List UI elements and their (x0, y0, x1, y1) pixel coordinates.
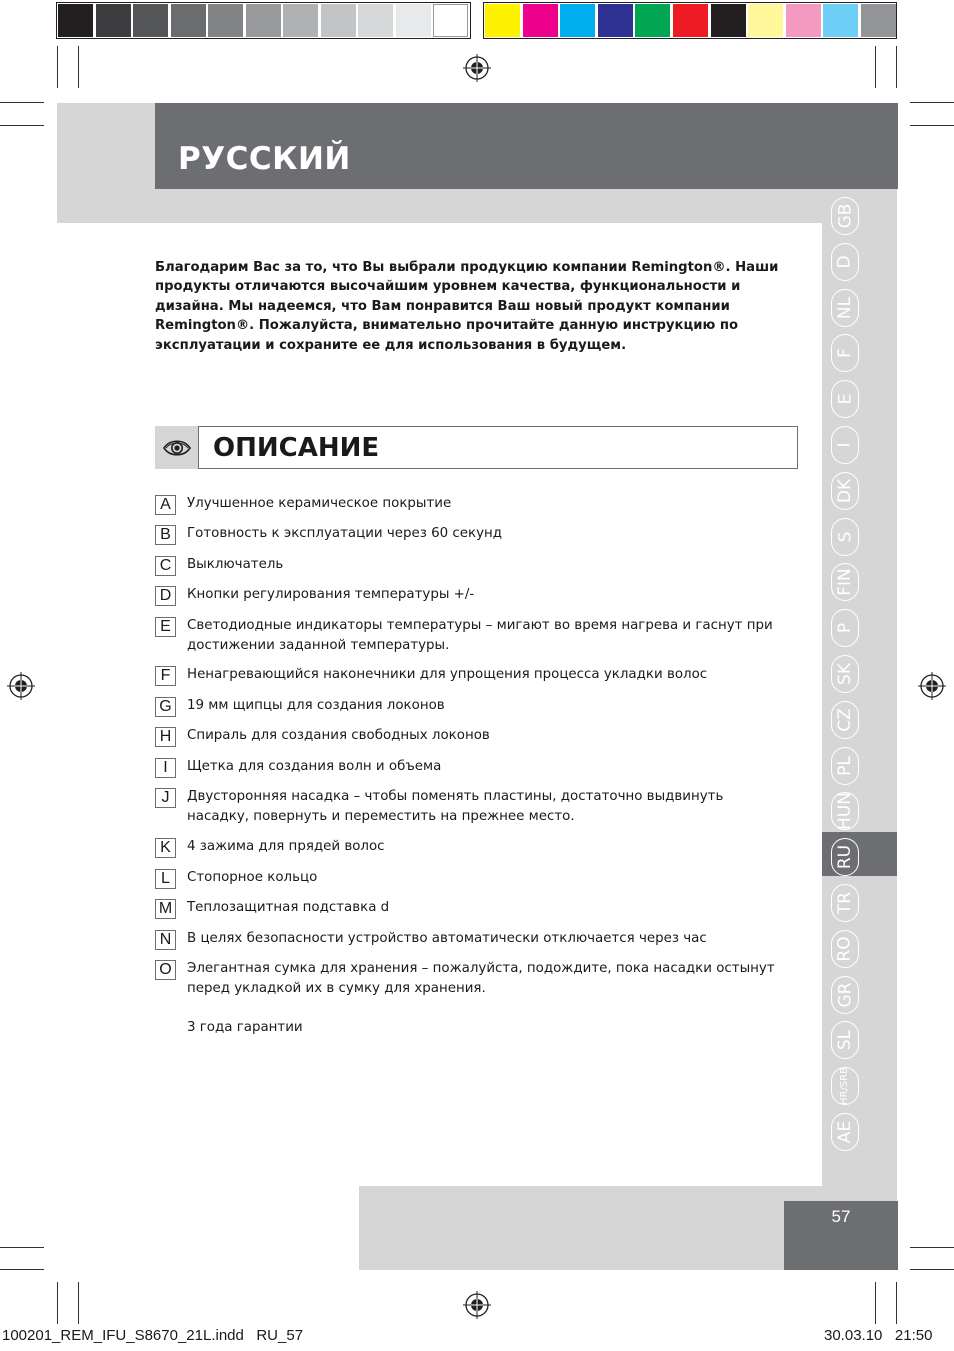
page-title: РУССКИЙ (178, 141, 351, 177)
item-letter-badge: I (155, 758, 176, 778)
item-letter-badge: B (155, 525, 176, 545)
item-description: Щетка для создания волн и объема (187, 759, 442, 774)
language-tab-label: F (835, 348, 855, 359)
language-tab-label: RO (834, 936, 855, 962)
language-tab-tr[interactable] (831, 884, 859, 922)
crop-mark (910, 102, 954, 103)
item-letter-badge: F (155, 666, 176, 686)
language-tab-sk[interactable] (831, 655, 859, 693)
language-tab-hr-srb[interactable] (831, 1067, 859, 1105)
item-letter-badge: N (155, 930, 176, 950)
registration-mark-icon (7, 672, 35, 700)
language-tab-label: SL (834, 1030, 855, 1051)
item-letter-badge: K (155, 838, 176, 858)
item-letter-badge: L (155, 869, 176, 889)
language-tab-hun[interactable] (831, 792, 859, 830)
language-tab-label: TR (834, 891, 855, 915)
language-tab-ru[interactable] (831, 838, 859, 876)
crop-mark (0, 1247, 44, 1248)
item-letter-badge: O (155, 960, 176, 980)
item-description: В целях безопасности устройство автоматически отключается через час (187, 931, 707, 946)
language-tab-label: D (835, 255, 855, 269)
language-tab-ro[interactable] (831, 930, 859, 968)
language-tab-gb[interactable] (831, 197, 859, 235)
language-tab-label: HR/SRB (839, 1067, 850, 1106)
language-tab-label: FIN (835, 568, 856, 597)
language-tab-label: DK (835, 478, 855, 503)
language-tab-s[interactable] (831, 518, 859, 556)
item-description: 4 зажима для прядей волос (187, 839, 385, 854)
language-tab-label: E (835, 393, 855, 405)
crop-mark (0, 102, 44, 103)
eye-icon (155, 426, 199, 469)
item-description: Элегантная сумка для хранения – пожалуйста, подождите, пока насадки остынут перед укладкой их в сумку для хранения. (187, 961, 775, 996)
crop-mark (910, 1269, 954, 1270)
language-tab-label: PL (834, 755, 855, 776)
language-tab-label: CZ (835, 708, 855, 732)
item-letter-badge: M (155, 899, 176, 919)
crop-mark (875, 1282, 876, 1324)
item-description: Двусторонняя насадка – чтобы поменять пластины, достаточно выдвинуть насадку, повернуть и переместить на прежнее место. (187, 789, 724, 824)
language-tab-sl[interactable] (831, 1021, 859, 1059)
language-tab-label: S (834, 531, 855, 542)
language-tab-f[interactable] (831, 334, 859, 372)
language-tab-d[interactable] (831, 243, 859, 281)
item-description: Готовность к эксплуатации через 60 секунд (187, 526, 503, 541)
crop-mark (910, 1247, 954, 1248)
registration-mark-icon (463, 54, 491, 82)
language-tab-label: NL (834, 296, 855, 319)
language-tab-pl[interactable] (831, 747, 859, 785)
language-tab-p[interactable] (831, 609, 859, 647)
crop-mark (0, 125, 44, 126)
language-tab-cz[interactable] (831, 701, 859, 739)
language-tab-label: RU (834, 845, 855, 870)
crop-mark (910, 125, 954, 126)
language-tab-label: HUN (835, 792, 856, 831)
color-bar-frame (483, 2, 897, 39)
item-letter-badge: J (155, 788, 176, 808)
item-description: Улучшенное керамическое покрытие (187, 496, 452, 511)
item-description: 19 мм щипцы для создания локонов (187, 698, 445, 713)
crop-mark (78, 46, 79, 88)
item-description: Стопорное кольцо (187, 870, 318, 885)
intro-paragraph: Благодарим Вас за то, что Вы выбрали продукцию компании Remington®. Наши продукты отличаются высочайшим уровнем качества, функциональности и дизайна. Мы надеемся, что Вам понравится Ваш новый продукт компании Remington®. Пожалуйста, внимательно прочитайте данную инструкцию по эксплуатации и сохраните ее для использования в будущем. (155, 260, 779, 353)
footer-file-name: 100201_REM_IFU_S8670_21L.indd RU_57 (2, 1327, 304, 1344)
warranty-note: 3 года гарантии (187, 1020, 303, 1035)
item-letter-badge: H (155, 727, 176, 747)
language-tab-gr[interactable] (831, 976, 859, 1014)
crop-mark (57, 46, 58, 88)
item-letter-badge: C (155, 556, 176, 576)
language-tab-fin[interactable] (831, 563, 859, 601)
registration-mark-icon (463, 1291, 491, 1319)
language-tab-label: P (834, 623, 855, 634)
language-tab-e[interactable] (831, 380, 859, 418)
language-tab-label: I (834, 442, 855, 448)
section-title: ОПИСАНИЕ (213, 433, 380, 463)
language-tab-ae[interactable] (831, 1113, 859, 1151)
language-tab-label: AE (835, 1120, 855, 1144)
item-letter-badge: E (155, 617, 176, 637)
language-tab-i[interactable] (831, 426, 859, 464)
crop-mark (875, 46, 876, 88)
item-description: Выключатель (187, 557, 284, 572)
language-tab-label: GB (835, 203, 855, 229)
crop-mark (0, 1269, 44, 1270)
crop-mark (896, 46, 897, 88)
page-number: 57 (831, 1207, 851, 1226)
item-letter-badge: G (155, 697, 176, 717)
language-tab-label: GR (835, 982, 855, 1008)
item-description: Кнопки регулирования температуры +/- (187, 587, 475, 602)
item-letter-badge: D (155, 586, 176, 606)
crop-mark (78, 1282, 79, 1324)
crop-mark (57, 1282, 58, 1324)
item-description: Теплозащитная подставка d (187, 900, 390, 915)
item-description: Спираль для создания свободных локонов (187, 728, 490, 743)
language-tab-label: SK (834, 663, 855, 685)
item-description: Ненагревающийся наконечники для упрощения процесса укладки волос (187, 667, 708, 682)
footer-datetime: 30.03.10 21:50 (824, 1327, 933, 1344)
registration-mark-icon (918, 672, 946, 700)
item-description: Светодиодные индикаторы температуры – мигают во время нагрева и гаснут при достижении заданной температуры. (187, 618, 773, 653)
language-tab-dk[interactable] (831, 472, 859, 510)
language-tab-nl[interactable] (831, 289, 859, 327)
crop-mark (896, 1282, 897, 1324)
item-letter-badge: A (155, 495, 176, 515)
color-bar-frame (56, 2, 471, 39)
